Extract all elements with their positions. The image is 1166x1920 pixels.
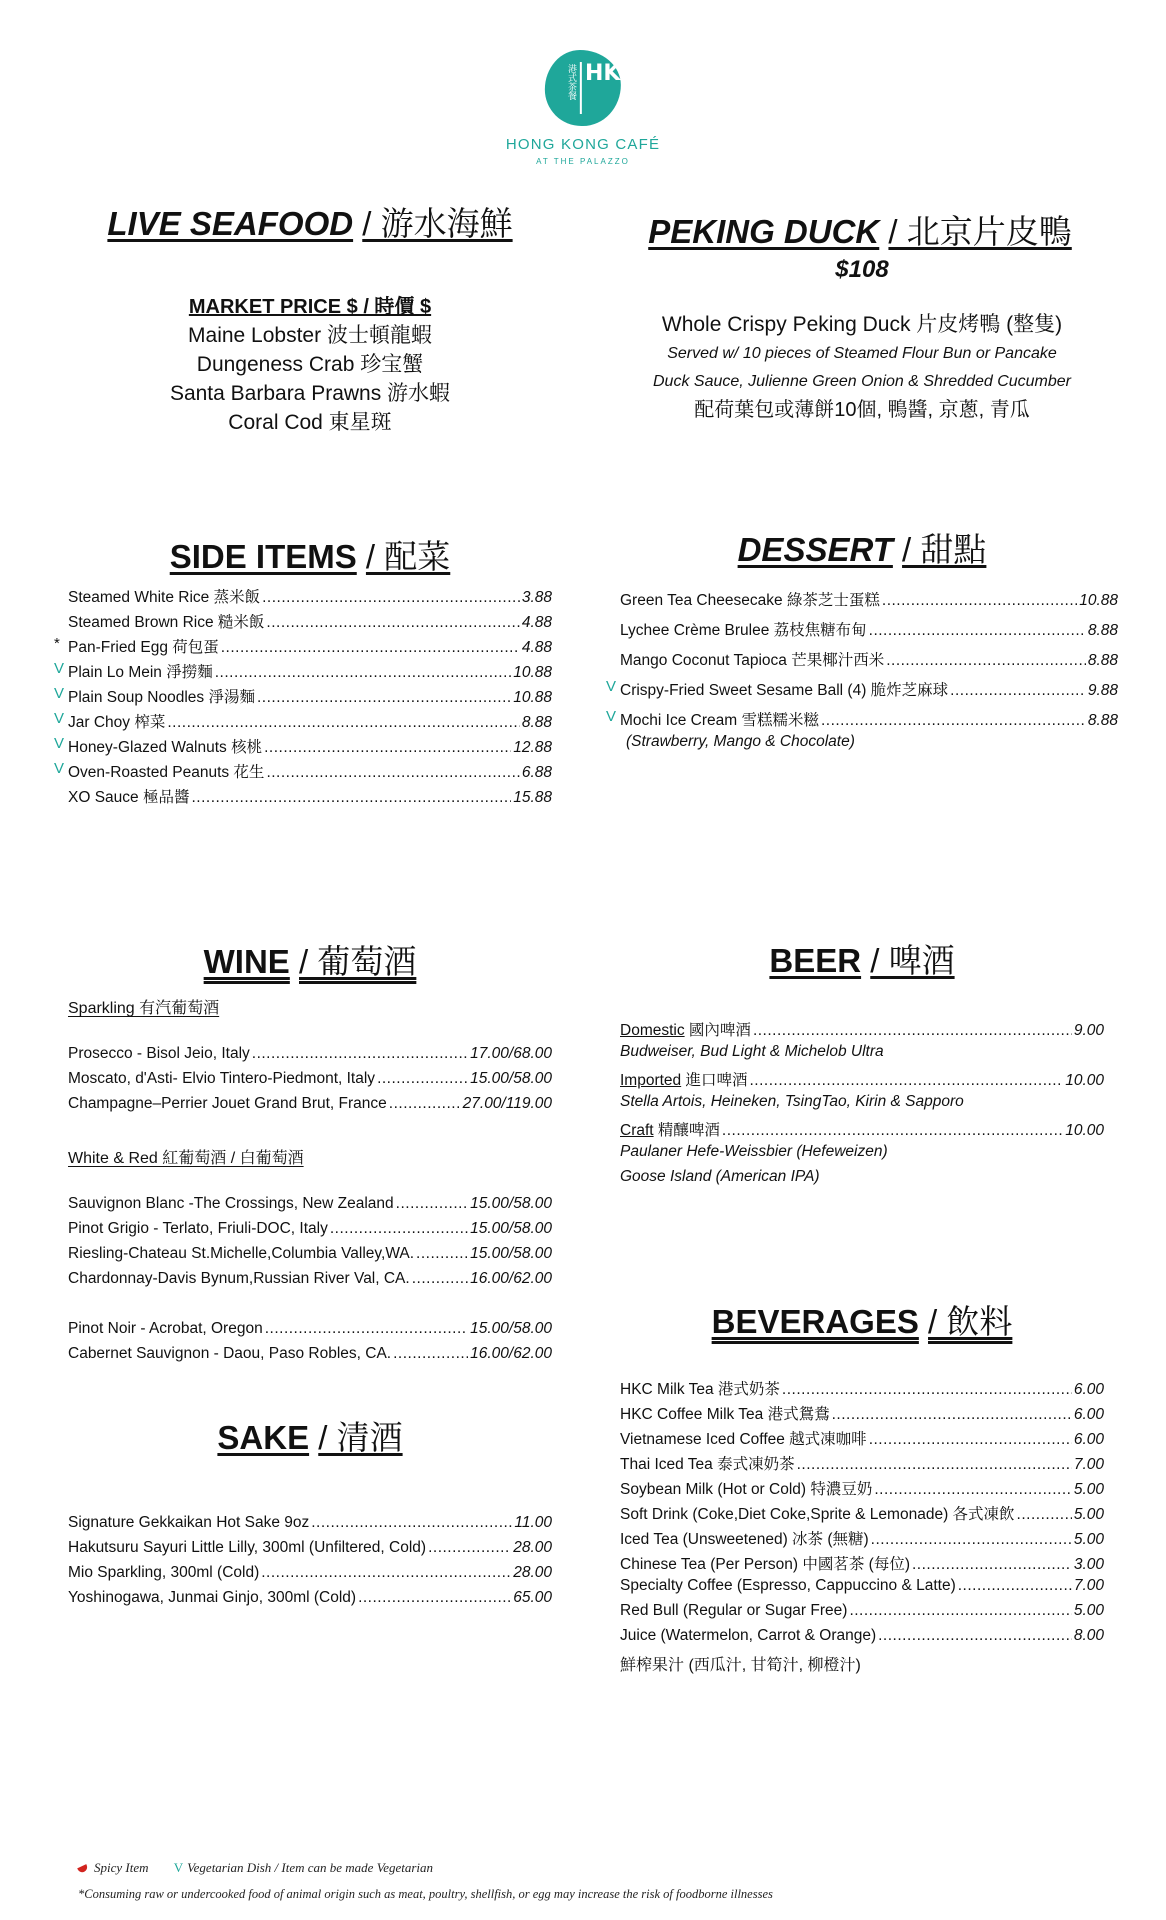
menu-item-price: 12.88: [513, 739, 552, 756]
beer-brands: Stella Artois, Heineken, TsingTao, Kirin & Sapporo: [620, 1093, 964, 1110]
menu-row: [620, 618, 1118, 643]
raw-food-warning: Consuming raw or undercooked food of animal origin such as meat, poultry, shellfish, or egg may increase the risk of foodborne illnesses: [84, 1887, 773, 1901]
menu-item-name: Plain Soup Noodles 淨湯麵: [68, 689, 255, 706]
menu-row: [68, 610, 552, 635]
dot-leader: [261, 1564, 511, 1582]
dot-leader: [266, 764, 519, 782]
menu-item-name: Pan-Fried Egg 荷包蛋: [68, 639, 219, 656]
beer-title: BEER / 啤酒: [769, 942, 955, 979]
live-seafood-list: [170, 293, 450, 437]
menu-item-name: Mio Sparkling, 300ml (Cold): [68, 1564, 260, 1581]
beer-category: [620, 1068, 748, 1090]
menu-row: [606, 708, 1118, 733]
dot-leader: [950, 682, 1086, 700]
seafood-item: Maine Lobster 波士頓龍蝦: [188, 324, 432, 347]
menu-item-price: 10.88: [513, 664, 552, 681]
menu-item-name: Soybean Milk (Hot or Cold) 特濃豆奶: [620, 1481, 873, 1498]
menu-item-name: Yoshinogawa, Junmai Ginjo, 300ml (Cold): [68, 1589, 357, 1606]
sake-list: [68, 1514, 552, 1614]
dot-leader: [849, 1602, 1071, 1620]
menu-item-name: Red Bull (Regular or Sugar Free): [620, 1602, 848, 1619]
menu-item-name: Moscato, d'Asti- Elvio Tintero-Piedmont, Italy: [68, 1070, 376, 1087]
peking-duck-desc: Duck Sauce, Julienne Green Onion & Shredded Cucumber: [652, 373, 1072, 390]
vegetarian-icon: V: [54, 735, 65, 752]
dot-leader: [722, 1122, 1063, 1140]
market-price-label: MARKET PRICE $ / 時價 $: [188, 296, 432, 318]
menu-item-name: Lychee Crème Brulee 荔枝焦糖布甸: [620, 622, 867, 639]
dot-leader: [871, 1531, 1072, 1549]
menu-item-name: Prosecco - Bisol Jeio, Italy: [68, 1045, 250, 1062]
dot-leader: [869, 1431, 1072, 1449]
dot-leader: [874, 1481, 1071, 1499]
dot-leader: [264, 739, 511, 757]
menu-item-name: Specialty Coffee (Espresso, Cappuccino & Latte): [620, 1577, 956, 1594]
menu-row: [54, 635, 552, 660]
dot-leader: [358, 1589, 511, 1607]
dot-leader: [215, 664, 511, 682]
menu-item-price: 27.00/119.00: [462, 1095, 552, 1112]
menu-item-price: 5.00: [1073, 1481, 1104, 1498]
beverages-list: [620, 1377, 1104, 1677]
menu-item-price: 15.00/58.00: [470, 1070, 552, 1087]
dessert-title: DESSERT / 甜點: [737, 531, 987, 568]
logo-subtitle: AT THE PALAZZO: [536, 157, 630, 166]
menu-item-name: HKC Milk Tea 港式奶茶: [620, 1381, 780, 1398]
menu-row: [620, 648, 1118, 673]
menu-row: [54, 735, 552, 760]
dot-leader: [389, 1095, 461, 1113]
dot-leader: [750, 1072, 1064, 1090]
beer-price: 10.00: [1065, 1122, 1104, 1139]
vegetarian-icon: V: [606, 708, 617, 725]
menu-item-price: 6.88: [521, 764, 552, 781]
menu-item-price: 7.00: [1073, 1577, 1104, 1594]
beer-row: [620, 1018, 1104, 1043]
menu-item-price: 28.00: [513, 1539, 552, 1556]
vegetarian-icon: V: [54, 685, 65, 702]
peking-duck-title: PEKING DUCK / 北京片皮鴨: [648, 213, 1072, 250]
menu-item-name: Steamed White Rice 蒸米飯: [68, 589, 261, 606]
dot-leader: [412, 1270, 468, 1288]
dot-leader: [311, 1514, 512, 1532]
legend-vegetarian: Vegetarian Dish / Item can be made Vegetarian: [187, 1860, 434, 1875]
vegetarian-icon: V: [54, 760, 65, 777]
menu-row: [68, 1220, 552, 1245]
logo-letters: HK: [585, 61, 621, 86]
spacer: [68, 1120, 552, 1145]
menu-item-price: 15.00/58.00: [470, 1195, 552, 1212]
menu-row: [620, 1402, 1104, 1427]
dot-leader: [869, 622, 1086, 640]
menu-item-name: Riesling-Chateau St.Michelle,Columbia Valley,WA.: [68, 1245, 415, 1262]
wine-subheading: [68, 995, 552, 1020]
beer-category-cn: 國內啤酒: [688, 1022, 751, 1039]
menu-row: [620, 1552, 1104, 1577]
dot-leader: [377, 1070, 468, 1088]
menu-item-price: 15.00/58.00: [470, 1245, 552, 1262]
menu-item-price: 10.88: [1079, 592, 1118, 609]
peking-duck-main: Whole Crispy Peking Duck 片皮烤鴨 (整隻): [661, 313, 1063, 336]
menu-item-price: 65.00: [513, 1589, 552, 1606]
menu-item-price: 8.88: [521, 714, 552, 731]
menu-item-name: Mango Coconut Tapioca 芒果椰汁西米: [620, 652, 885, 669]
beer-category-cn: 精釀啤酒: [657, 1122, 720, 1139]
beer-category-cn: 進口啤酒: [685, 1072, 748, 1089]
menu-row: [68, 1564, 552, 1589]
side-items-title: SIDE ITEMS / 配菜: [169, 538, 451, 575]
restaurant-logo: [506, 50, 660, 166]
menu-item-price: 15.00/58.00: [470, 1320, 552, 1337]
menu-row: [54, 710, 552, 735]
beer-brands: Paulaner Hefe-Weissbier (Hefeweizen): [620, 1143, 888, 1160]
menu-item-name: Oven-Roasted Peanuts 花生: [68, 764, 265, 781]
menu-item-price: 8.88: [1087, 712, 1118, 729]
dot-leader: [416, 1245, 468, 1263]
seafood-item: Santa Barbara Prawns 游水蝦: [169, 382, 451, 405]
spacer: [68, 1295, 552, 1320]
menu-row: [620, 1577, 1104, 1602]
menu-row: [68, 1095, 552, 1120]
menu-item-price: 11.00: [514, 1514, 552, 1531]
dot-leader: [832, 1406, 1072, 1424]
menu-item-name: Jar Choy 榨菜: [68, 714, 166, 731]
beer-category: [620, 1018, 751, 1040]
beer-brands: Budweiser, Bud Light & Michelob Ultra: [620, 1043, 884, 1060]
menu-row: [606, 678, 1118, 703]
seafood-item: Dungeness Crab 珍宝蟹: [196, 353, 424, 376]
menu-item-name: Mochi Ice Cream 雪糕糯米糍: [620, 712, 819, 729]
menu-item-price: 16.00/62.00: [470, 1345, 552, 1362]
dot-leader: [1017, 1506, 1072, 1524]
menu-row: [620, 1427, 1104, 1452]
logo-name: HONG KONG CAFÉ: [505, 136, 661, 153]
beer-category-label: Imported: [620, 1072, 682, 1089]
menu-item-name: Hakutsuru Sayuri Little Lilly, 300ml (Unfiltered, Cold): [68, 1539, 427, 1556]
dot-leader: [265, 1320, 468, 1338]
dot-leader: [262, 589, 520, 607]
peking-duck-details: [653, 256, 1071, 424]
menu-row: [54, 760, 552, 785]
footer-legend: [78, 1860, 433, 1876]
menu-row: [620, 1502, 1104, 1527]
spacer: [68, 1170, 552, 1195]
seafood-item: Coral Cod 東星斑: [228, 411, 392, 434]
menu-row: [68, 1245, 552, 1270]
footer-disclaimer: [78, 1887, 773, 1902]
menu-item-price: 6.00: [1073, 1406, 1104, 1423]
dot-leader: [428, 1539, 511, 1557]
menu-row: [54, 685, 552, 710]
menu-item-price: 15.00/58.00: [470, 1220, 552, 1237]
menu-item-name: Honey-Glazed Walnuts 核桃: [68, 739, 263, 756]
menu-item-price: 16.00/62.00: [470, 1270, 552, 1287]
sparkling-label: Sparkling 有汽葡萄酒: [68, 1000, 220, 1017]
vegetarian-icon: V: [54, 710, 65, 727]
beer-category: [620, 1118, 720, 1140]
beer-row: [620, 1118, 1104, 1143]
wine-title: WINE / 葡萄酒: [203, 943, 417, 980]
menu-row: [54, 660, 552, 685]
menu-item-name: Vietnamese Iced Coffee 越式凍咖啡: [620, 1431, 867, 1448]
menu-item-price: 15.88: [513, 789, 552, 806]
menu-item-name: Signature Gekkaikan Hot Sake 9oz: [68, 1514, 310, 1531]
beer-price: 10.00: [1065, 1072, 1104, 1089]
dot-leader: [958, 1577, 1072, 1595]
legend-spicy: Spicy Item: [94, 1860, 149, 1875]
dot-leader: [912, 1556, 1072, 1574]
menu-item-price: 4.88: [521, 614, 552, 631]
beverages-title: BEVERAGES / 飲料: [711, 1303, 1013, 1340]
menu-item-name: Sauvignon Blanc -The Crossings, New Zealand: [68, 1195, 394, 1212]
menu-row: [620, 1452, 1104, 1477]
dot-leader: [882, 592, 1077, 610]
peking-duck-desc: Served w/ 10 pieces of Steamed Flour Bun or Pancake: [667, 345, 1057, 362]
menu-row: [620, 1627, 1104, 1652]
menu-item-price: 4.88: [521, 639, 552, 656]
menu-row: [68, 1539, 552, 1564]
beer-category-label: Craft: [620, 1122, 654, 1139]
menu-item-name: Chardonnay-Davis Bynum,Russian River Val, CA.: [68, 1270, 410, 1287]
vegetarian-icon: V: [606, 678, 617, 695]
menu-item-name: Soft Drink (Coke,Diet Coke,Sprite & Lemonade) 各式凍飲: [620, 1506, 1015, 1523]
logo-chinese-text: 港式茶餐: [567, 64, 577, 100]
menu-row: [68, 1345, 552, 1370]
menu-item-name: Champagne–Perrier Jouet Grand Brut, France: [68, 1095, 387, 1112]
menu-item-name: Steamed Brown Rice 糙米飯: [68, 614, 265, 631]
dot-leader: [330, 1220, 468, 1238]
menu-item-name: Pinot Noir - Acrobat, Oregon: [68, 1320, 263, 1337]
menu-item-name: Cabernet Sauvignon - Daou, Paso Robles, CA.: [68, 1345, 392, 1362]
menu-item-price: 7.00: [1073, 1456, 1104, 1473]
dot-leader: [393, 1345, 468, 1363]
beer-category-label: Domestic: [620, 1022, 685, 1039]
peking-duck-price: $108: [835, 256, 889, 283]
menu-row: [620, 1602, 1104, 1627]
menu-item-name: Juice (Watermelon, Carrot & Orange): [620, 1627, 877, 1644]
dot-leader: [878, 1627, 1072, 1645]
dot-leader: [257, 689, 511, 707]
menu-row: [620, 1377, 1104, 1402]
dot-leader: [191, 789, 511, 807]
menu-item-name: Plain Lo Mein 淨撈麵: [68, 664, 213, 681]
chili-pepper-icon: [77, 1864, 89, 1874]
dot-leader: [753, 1022, 1072, 1040]
dot-leader: [252, 1045, 468, 1063]
juice-chinese-note: 鮮榨果汁 (西瓜汁, 甘筍汁, 柳橙汁): [620, 1657, 861, 1674]
spacer: [68, 1020, 552, 1045]
dot-leader: [221, 639, 520, 657]
menu-row: [620, 588, 1118, 613]
menu-row: [68, 1195, 552, 1220]
menu-item-price: 9.88: [1087, 682, 1118, 699]
asterisk-icon: *: [78, 1887, 85, 1901]
menu-row: [68, 1514, 552, 1539]
menu-item-name: XO Sauce 極品醬: [68, 789, 190, 806]
menu-item-price: 5.00: [1073, 1602, 1104, 1619]
dot-leader: [797, 1456, 1072, 1474]
menu-row: [620, 1527, 1104, 1552]
vegetarian-icon: V: [173, 1860, 184, 1875]
menu-item-price: 6.00: [1073, 1381, 1104, 1398]
dessert-note: (Strawberry, Mango & Chocolate): [626, 733, 855, 750]
dot-leader: [821, 712, 1086, 730]
white-red-label: White & Red 紅葡萄酒 / 白葡萄酒: [68, 1150, 304, 1167]
menu-item-name: Green Tea Cheesecake 綠茶芝士蛋糕: [620, 592, 880, 609]
asterisk-icon: *: [54, 635, 60, 652]
menu-item-name: Iced Tea (Unsweetened) 冰茶 (無糖): [620, 1531, 869, 1548]
menu-row: [68, 1270, 552, 1295]
menu-row: [68, 1070, 552, 1095]
dot-leader: [396, 1195, 468, 1213]
menu-item-price: 8.88: [1087, 622, 1118, 639]
menu-item-price: 6.00: [1073, 1431, 1104, 1448]
beer-brands: Goose Island (American IPA): [620, 1168, 820, 1185]
menu-item-name: Chinese Tea (Per Person) 中國茗茶 (每位): [620, 1556, 910, 1573]
beer-price: 9.00: [1073, 1022, 1104, 1039]
menu-item-price: 10.88: [513, 689, 552, 706]
side-items-list: [54, 585, 552, 810]
dot-leader: [782, 1381, 1072, 1399]
dot-leader: [886, 652, 1086, 670]
beer-list: [620, 1018, 1104, 1193]
menu-row: [68, 1045, 552, 1070]
menu-item-name: Crispy-Fried Sweet Sesame Ball (4) 脆炸芝麻球: [620, 682, 949, 699]
dot-leader: [167, 714, 519, 732]
live-seafood-title: LIVE SEAFOOD / 游水海鮮: [107, 205, 513, 242]
beer-row: [620, 1068, 1104, 1093]
wine-list: [68, 995, 552, 1370]
vegetarian-icon: V: [54, 660, 65, 677]
menu-row: [620, 1477, 1104, 1502]
menu-item-price: 8.00: [1073, 1627, 1104, 1644]
sake-title: SAKE / 清酒: [217, 1419, 403, 1456]
dot-leader: [266, 614, 519, 632]
peking-duck-chinese-desc: 配荷葉包或薄餅10個, 鴨醬, 京蔥, 青瓜: [694, 399, 1030, 421]
logo-mark: [545, 50, 621, 126]
menu-item-price: 28.00: [513, 1564, 552, 1581]
menu-item-price: 5.00: [1073, 1531, 1104, 1548]
menu-item-price: 3.00: [1073, 1556, 1104, 1573]
menu-row: [68, 1320, 552, 1345]
menu-item-name: HKC Coffee Milk Tea 港式鴛鴦: [620, 1406, 830, 1423]
menu-item-price: 3.88: [521, 589, 552, 606]
menu-item-price: 8.88: [1087, 652, 1118, 669]
wine-subheading: [68, 1145, 552, 1170]
menu-row: [68, 585, 552, 610]
menu-item-name: Pinot Grigio - Terlato, Friuli-DOC, Italy: [68, 1220, 328, 1237]
logo-divider: [580, 62, 582, 114]
menu-row: [68, 1589, 552, 1614]
menu-item-price: 5.00: [1073, 1506, 1104, 1523]
menu-row: [68, 785, 552, 810]
menu-item-name: Thai Iced Tea 泰式凍奶茶: [620, 1456, 795, 1473]
dessert-list: [606, 588, 1118, 758]
menu-item-price: 17.00/68.00: [470, 1045, 552, 1062]
